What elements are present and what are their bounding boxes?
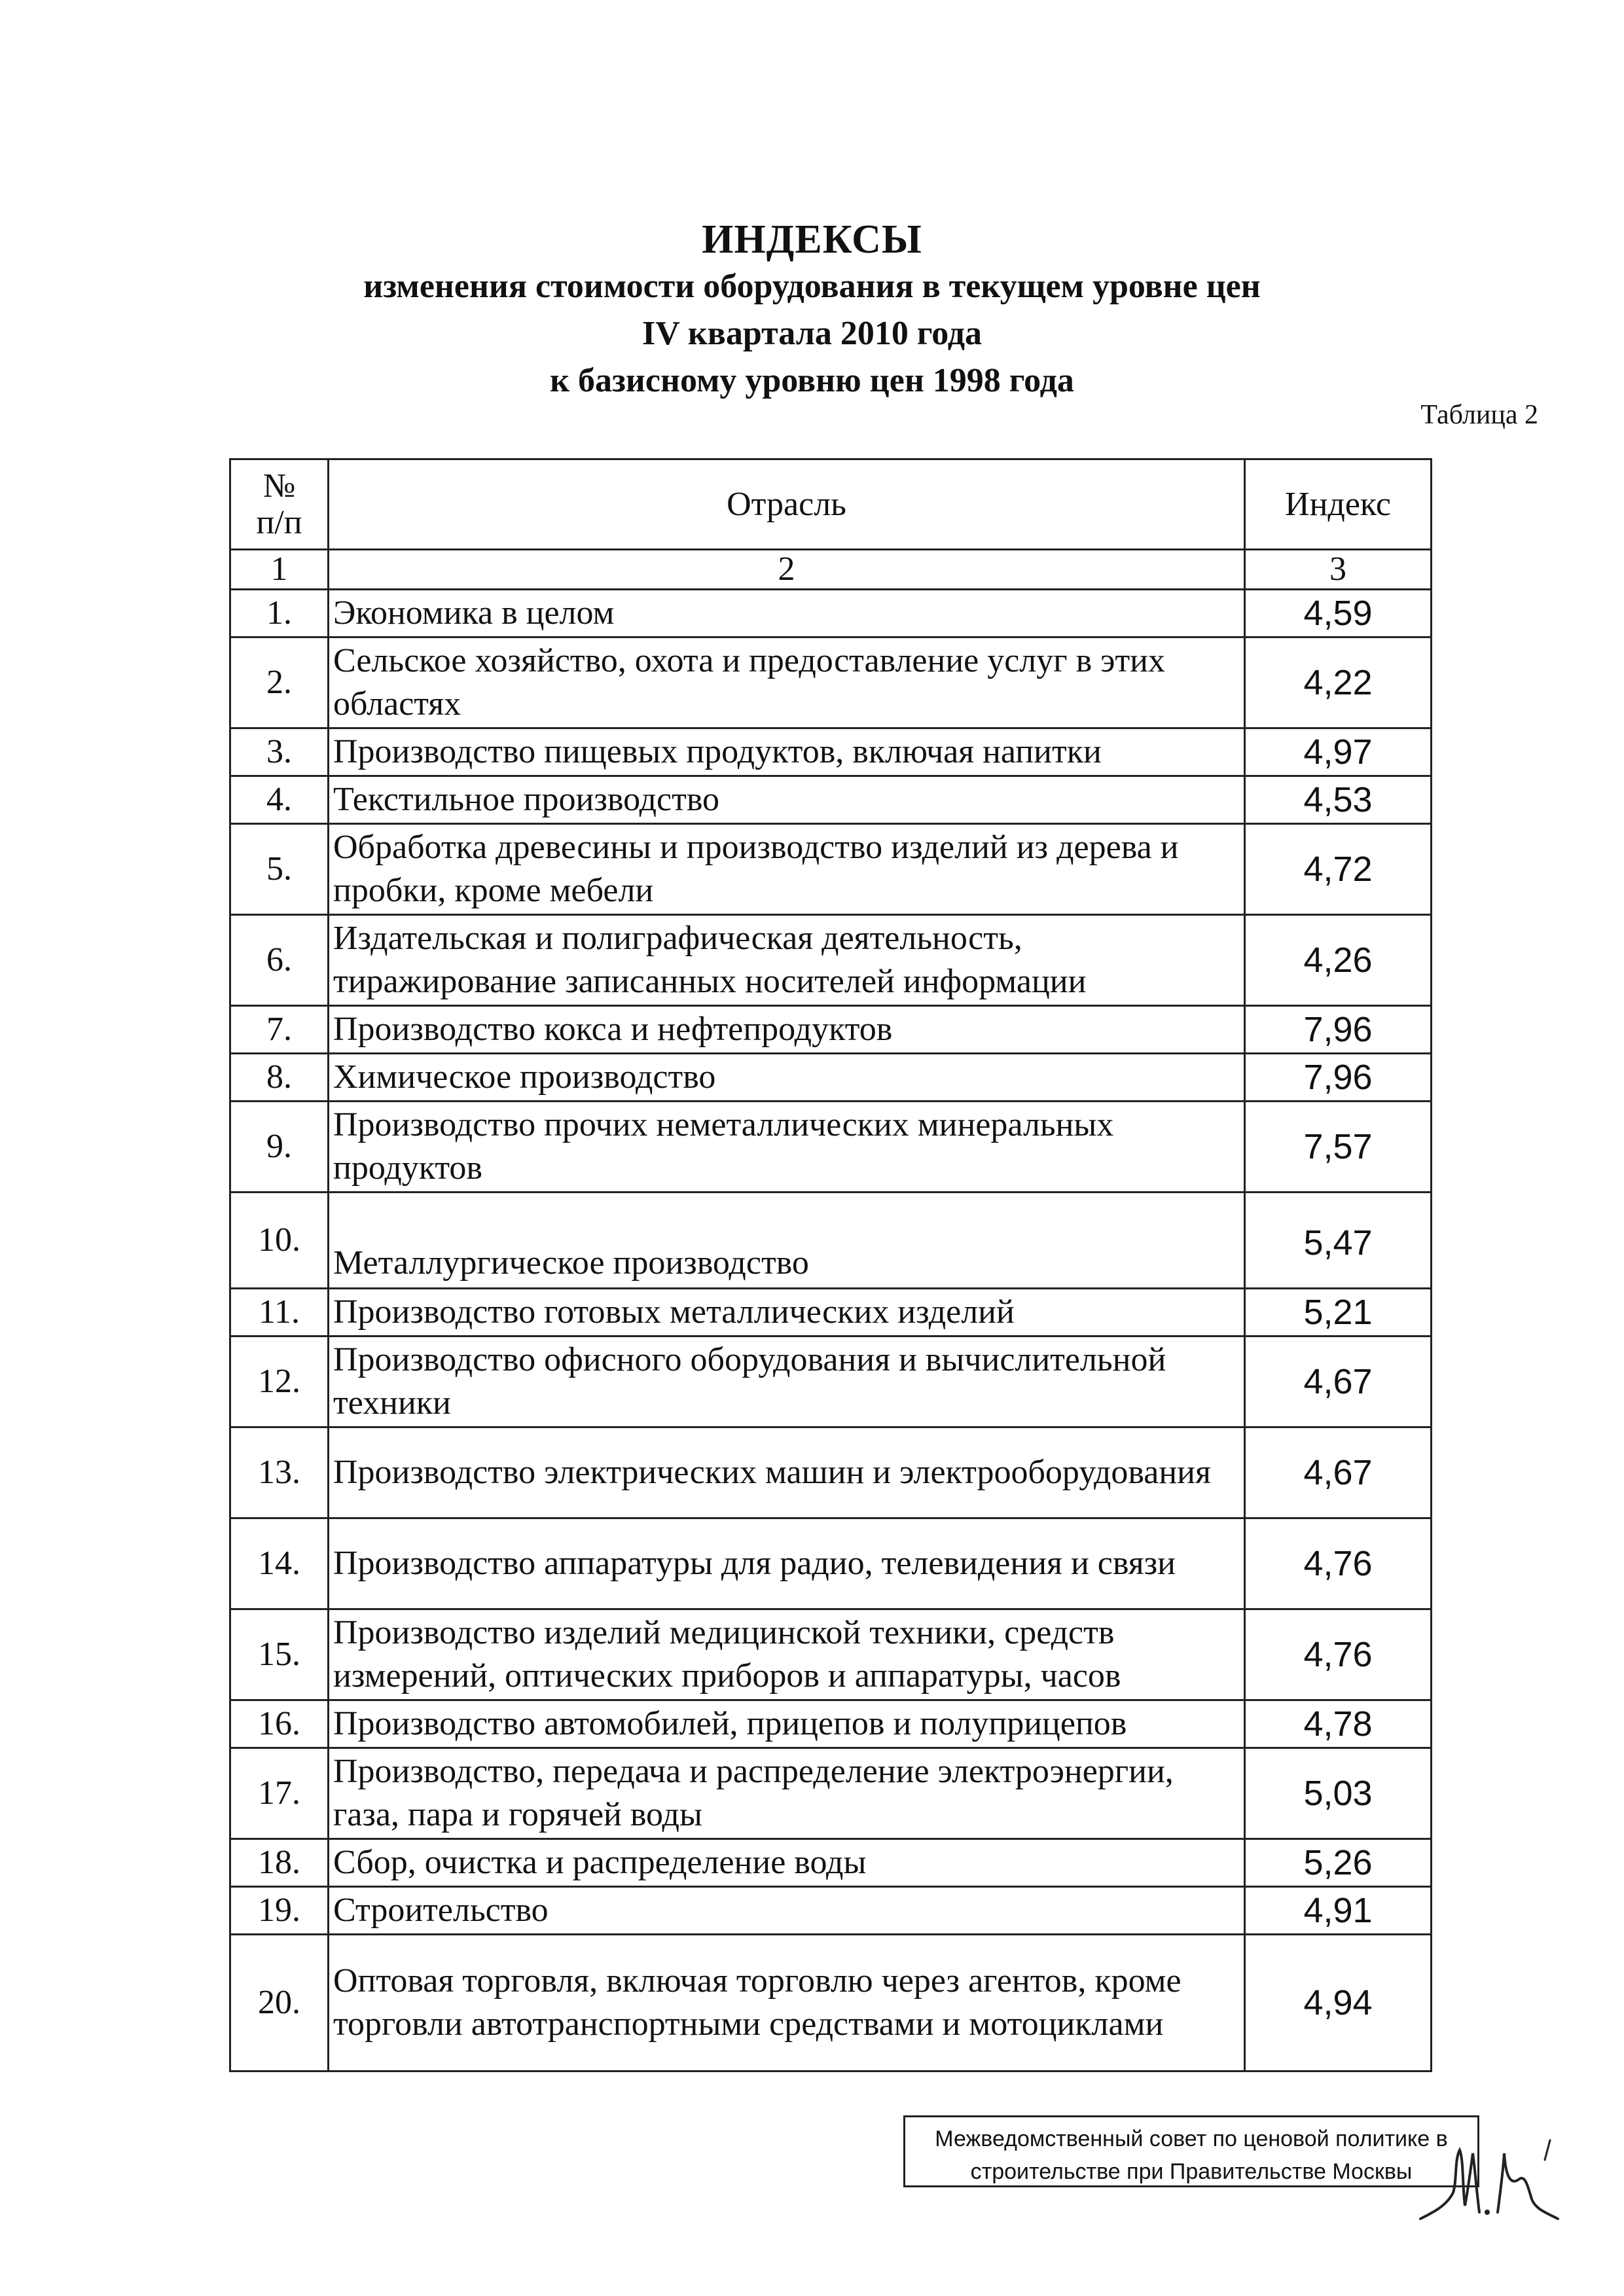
- row-index-value: 4,72: [1245, 824, 1432, 915]
- row-number: 4.: [230, 776, 329, 824]
- row-index-value: 5,03: [1245, 1748, 1432, 1839]
- row-branch: Производство изделий медицинской техники, средств измерений, оптических приборов и аппаратуры, часов: [329, 1609, 1245, 1700]
- row-index-value: 4,67: [1245, 1427, 1432, 1518]
- row-number: 17.: [230, 1748, 329, 1839]
- row-index-value: 4,59: [1245, 590, 1432, 637]
- handwritten-signature: [1407, 2114, 1564, 2232]
- row-number: 8.: [230, 1054, 329, 1102]
- column-number-row: [230, 550, 1432, 590]
- table-row: [230, 590, 1432, 637]
- row-branch: Производство пищевых продуктов, включая напитки: [329, 728, 1245, 776]
- row-branch: Производство, передача и распределение электроэнергии, газа, пара и горячей воды: [329, 1748, 1245, 1839]
- row-index-value: 7,96: [1245, 1054, 1432, 1102]
- document-subtitle-line-2: IV квартала 2010 года: [641, 315, 983, 352]
- row-index-value: 4,67: [1245, 1336, 1432, 1427]
- row-number: 6.: [230, 915, 329, 1006]
- table-row: [230, 637, 1432, 728]
- table-row: [230, 1289, 1432, 1336]
- table-row: [230, 776, 1432, 824]
- row-number: 9.: [230, 1102, 329, 1193]
- index-table: [229, 458, 1432, 2072]
- row-index-value: 4,78: [1245, 1700, 1432, 1748]
- row-index-value: 7,57: [1245, 1102, 1432, 1193]
- table-label: Таблица 2: [1420, 400, 1538, 430]
- row-number: 19.: [230, 1887, 329, 1935]
- table-row: [230, 1054, 1432, 1102]
- row-index-value: 5,47: [1245, 1193, 1432, 1289]
- row-branch: Производство автомобилей, прицепов и полуприцепов: [329, 1700, 1245, 1748]
- row-branch: Обработка древесины и производство изделий из дерева и пробки, кроме мебели: [329, 824, 1245, 915]
- row-branch: Сбор, очистка и распределение воды: [329, 1839, 1245, 1887]
- row-index-value: 5,21: [1245, 1289, 1432, 1336]
- row-branch: Производство прочих неметаллических минеральных продуктов: [329, 1102, 1245, 1193]
- stamp-line-2: строительстве при Правительстве Москвы: [970, 2159, 1413, 2184]
- council-stamp: [903, 2115, 1479, 2187]
- row-branch: Химическое производство: [329, 1054, 1245, 1102]
- row-number: 7.: [230, 1006, 329, 1054]
- table-row: [230, 1193, 1432, 1289]
- row-branch: Производство готовых металлических изделий: [329, 1289, 1245, 1336]
- table-row: [230, 1518, 1432, 1609]
- row-branch: Экономика в целом: [329, 590, 1245, 637]
- row-branch: Текстильное производство: [329, 776, 1245, 824]
- row-branch: Производство аппаратуры для радио, телевидения и связи: [329, 1518, 1245, 1609]
- row-number: 20.: [230, 1935, 329, 2072]
- row-index-value: 4,76: [1245, 1609, 1432, 1700]
- header-index: Индекс: [1245, 459, 1432, 550]
- header-branch: Отрасль: [329, 459, 1245, 550]
- header-number-line-2: п/п: [256, 503, 302, 541]
- row-branch: Производство офисного оборудования и вычислительной техники: [329, 1336, 1245, 1427]
- document-subtitle-line-1: изменения стоимости оборудования в текущем уровне цен: [363, 268, 1261, 305]
- stamp-line-1: Межведомственный совет по ценовой политике в: [935, 2126, 1448, 2151]
- column-number-3: 3: [1245, 550, 1432, 590]
- row-number: 11.: [230, 1289, 329, 1336]
- table-row: [230, 1935, 1432, 2072]
- row-number: 5.: [230, 824, 329, 915]
- row-index-value: 4,94: [1245, 1935, 1432, 2072]
- row-number: 16.: [230, 1700, 329, 1748]
- row-branch: Сельское хозяйство, охота и предоставление услуг в этих областях: [329, 637, 1245, 728]
- row-number: 12.: [230, 1336, 329, 1427]
- table-row: [230, 1839, 1432, 1887]
- document-title: ИНДЕКСЫ: [702, 217, 922, 262]
- row-branch: Производство электрических машин и электрооборудования: [329, 1427, 1245, 1518]
- row-number: 18.: [230, 1839, 329, 1887]
- row-branch: Строительство: [329, 1887, 1245, 1935]
- row-branch: Издательская и полиграфическая деятельность, тиражирование записанных носителей информации: [329, 915, 1245, 1006]
- table-header-row: [230, 459, 1432, 550]
- header-number: [230, 459, 329, 550]
- table-row: [230, 1887, 1432, 1935]
- column-number-1: 1: [230, 550, 329, 590]
- table-row: [230, 1748, 1432, 1839]
- row-branch: Оптовая торговля, включая торговлю через агентов, кроме торговли автотранспортными средствами и мотоциклами: [329, 1935, 1245, 2072]
- row-index-value: 4,26: [1245, 915, 1432, 1006]
- row-index-value: 5,26: [1245, 1839, 1432, 1887]
- table-row: [230, 1609, 1432, 1700]
- column-number-2: 2: [329, 550, 1245, 590]
- document-subtitle-line-3: к базисному уровню цен 1998 года: [550, 362, 1074, 399]
- header-number-line-1: №: [262, 467, 296, 505]
- table-row: [230, 824, 1432, 915]
- row-index-value: 4,97: [1245, 728, 1432, 776]
- row-index-value: 4,91: [1245, 1887, 1432, 1935]
- table-row: [230, 1700, 1432, 1748]
- row-number: 10.: [230, 1193, 329, 1289]
- row-index-value: 7,96: [1245, 1006, 1432, 1054]
- row-number: 13.: [230, 1427, 329, 1518]
- row-branch: Производство кокса и нефтепродуктов: [329, 1006, 1245, 1054]
- row-branch: Металлургическое производство: [329, 1193, 1245, 1289]
- document-title-block: [0, 216, 1624, 404]
- table-row: [230, 1427, 1432, 1518]
- row-number: 1.: [230, 590, 329, 637]
- table-row: [230, 1336, 1432, 1427]
- table-row: [230, 728, 1432, 776]
- row-index-value: 4,53: [1245, 776, 1432, 824]
- row-number: 2.: [230, 637, 329, 728]
- table-row: [230, 1006, 1432, 1054]
- row-index-value: 4,76: [1245, 1518, 1432, 1609]
- row-number: 15.: [230, 1609, 329, 1700]
- row-number: 14.: [230, 1518, 329, 1609]
- row-number: 3.: [230, 728, 329, 776]
- table-row: [230, 1102, 1432, 1193]
- row-index-value: 4,22: [1245, 637, 1432, 728]
- table-row: [230, 915, 1432, 1006]
